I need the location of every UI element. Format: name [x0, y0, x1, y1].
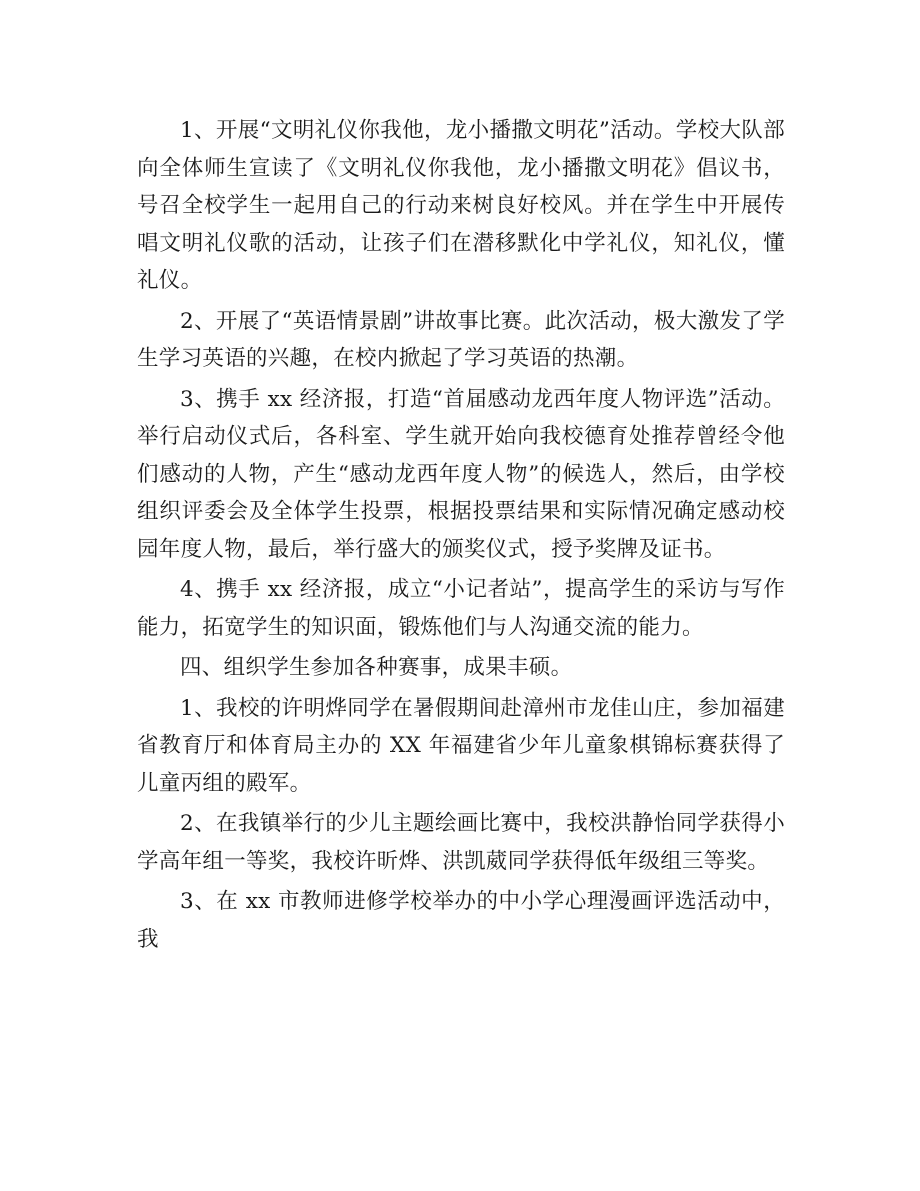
paragraph-competition-3: 3、在 xx 市教师进修学校举办的中小学心理漫画评选活动中，我	[137, 889, 785, 952]
paragraph-competition-1: 1、我校的许明烨同学在暑假期间赴漳州市龙佳山庄，参加福建省教育厅和体育局主办的 XX 年福建省少年儿童象棋锦标赛获得了儿童丙组的殿军。	[137, 695, 785, 796]
paragraph-activity-1: 1、开展“文明礼仪你我他，龙小播撒文明花”活动。学校大队部向全体师生宣读了《文明礼仪你我他，龙小播撒文明花》倡议书，号召全校学生一起用自己的行动来树良好校风。并在学生中开展传唱文明礼仪歌的活动，让孩子们在潜移默化中学礼仪，知礼仪，懂礼仪。	[137, 118, 785, 293]
paragraph-activity-4: 4、携手 xx 经济报，成立“小记者站”，提高学生的采访与写作能力，拓宽学生的知识面，锻炼他们与人沟通交流的能力。	[137, 577, 785, 640]
paragraph-competition-2: 2、在我镇举行的少儿主题绘画比赛中，我校洪静怡同学获得小学高年组一等奖，我校许昕烨、洪凯葳同学获得低年级组三等奖。	[137, 811, 785, 874]
paragraph-activity-3: 3、携手 xx 经济报，打造“首届感动龙西年度人物评选”活动。举行启动仪式后，各科室、学生就开始向我校德育处推荐曾经令他们感动的人物，产生“感动龙西年度人物”的候选人，然后，由学校组织评委会及全体学生投票，根据投票结果和实际情况确定感动校园年度人物，最后，举行盛大的颁奖仪式，授予奖牌及证书。	[137, 386, 785, 562]
document-body	[137, 112, 785, 958]
section-heading-competitions: 四、组织学生参加各种赛事，成果丰硕。	[180, 655, 573, 680]
paragraph-activity-2: 2、开展了“英语情景剧”讲故事比赛。此次活动，极大激发了学生学习英语的兴趣，在校内掀起了学习英语的热潮。	[137, 308, 785, 371]
